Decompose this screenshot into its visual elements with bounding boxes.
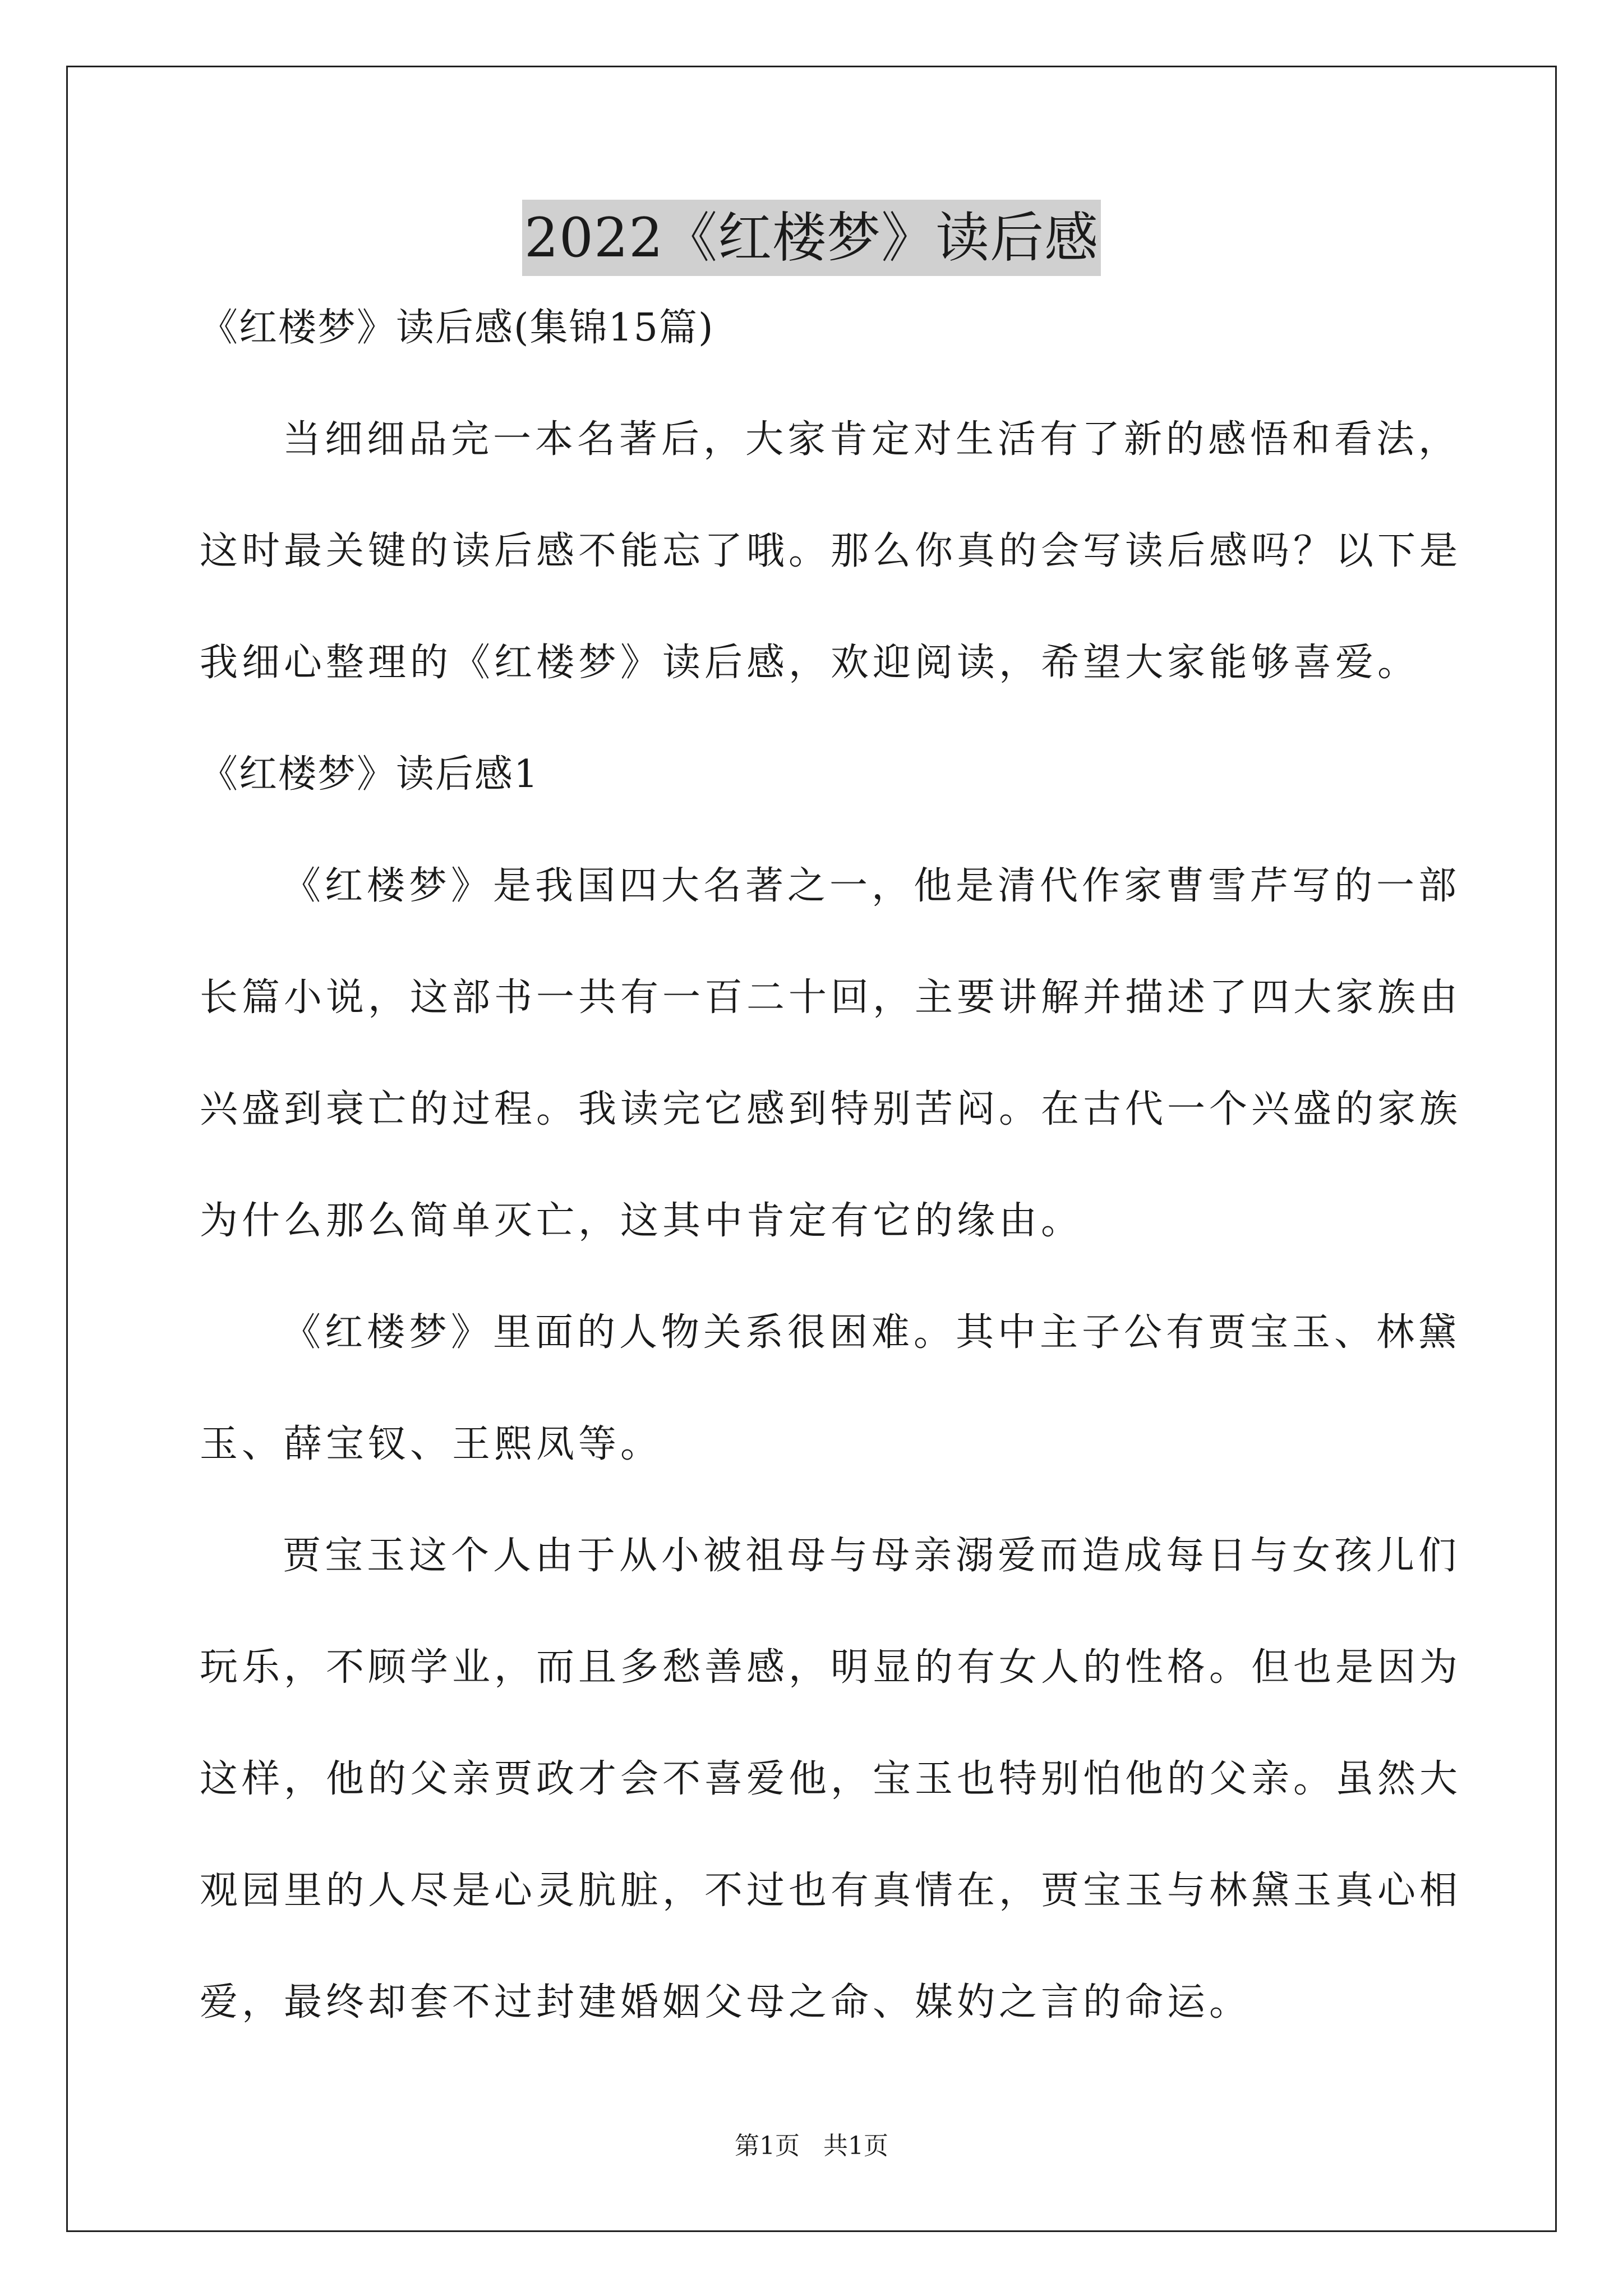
page-number: 第1页: [735, 2132, 800, 2160]
paragraph-line: 为什么那么简单灭亡，这其中肯定有它的缘由。: [200, 1199, 1083, 1243]
title-container: [0, 200, 1623, 276]
paragraph-line: 这样，他的父亲贾政才会不喜爱他，宝玉也特别怕他的父亲。虽然大: [200, 1757, 1462, 1801]
paragraph-line: 兴盛到衰亡的过程。我读完它感到特别苦闷。在古代一个兴盛的家族: [200, 1087, 1462, 1131]
paragraph-line: 玉、薛宝钗、王熙凤等。: [200, 1422, 663, 1466]
document-title: 2022《红楼梦》读后感: [522, 200, 1101, 276]
document-body: [200, 306, 1462, 2092]
paragraph-line: 这时最关键的读后感不能忘了哦。那么你真的会写读后感吗？以下是: [200, 529, 1462, 573]
paragraph-line: 我细心整理的《红楼梦》读后感，欢迎阅读，希望大家能够喜爱。: [200, 641, 1420, 685]
section-heading: 《红楼梦》读后感1: [200, 752, 540, 797]
paragraph-line: 爱，最终却套不过封建婚姻父母之命、媒妁之言的命运。: [200, 1980, 1252, 2024]
paragraph-line: 《红楼梦》是我国四大名著之一，他是清代作家曹雪芹写的一部: [283, 864, 1461, 908]
page-footer: [0, 2129, 1623, 2163]
paragraph-line: 当细细品完一本名著后，大家肯定对生活有了新的感悟和看法，: [283, 417, 1461, 462]
paragraph-line: 《红楼梦》里面的人物关系很困难。其中主子公有贾宝玉、林黛: [283, 1310, 1461, 1355]
subtitle-line: 《红楼梦》读后感(集锦15篇): [200, 306, 714, 350]
paragraph-line: 贾宝玉这个人由于从小被祖母与母亲溺爱而造成每日与女孩儿们: [283, 1534, 1461, 1578]
paragraph-line: 长篇小说，这部书一共有一百二十回，主要讲解并描述了四大家族由: [200, 976, 1462, 1020]
paragraph-line: 玩乐，不顾学业，而且多愁善感，明显的有女人的性格。但也是因为: [200, 1645, 1462, 1690]
page-total: 共1页: [823, 2132, 888, 2160]
paragraph-line: 观园里的人尽是心灵肮脏，不过也有真情在，贾宝玉与林黛玉真心相: [200, 1869, 1462, 1913]
